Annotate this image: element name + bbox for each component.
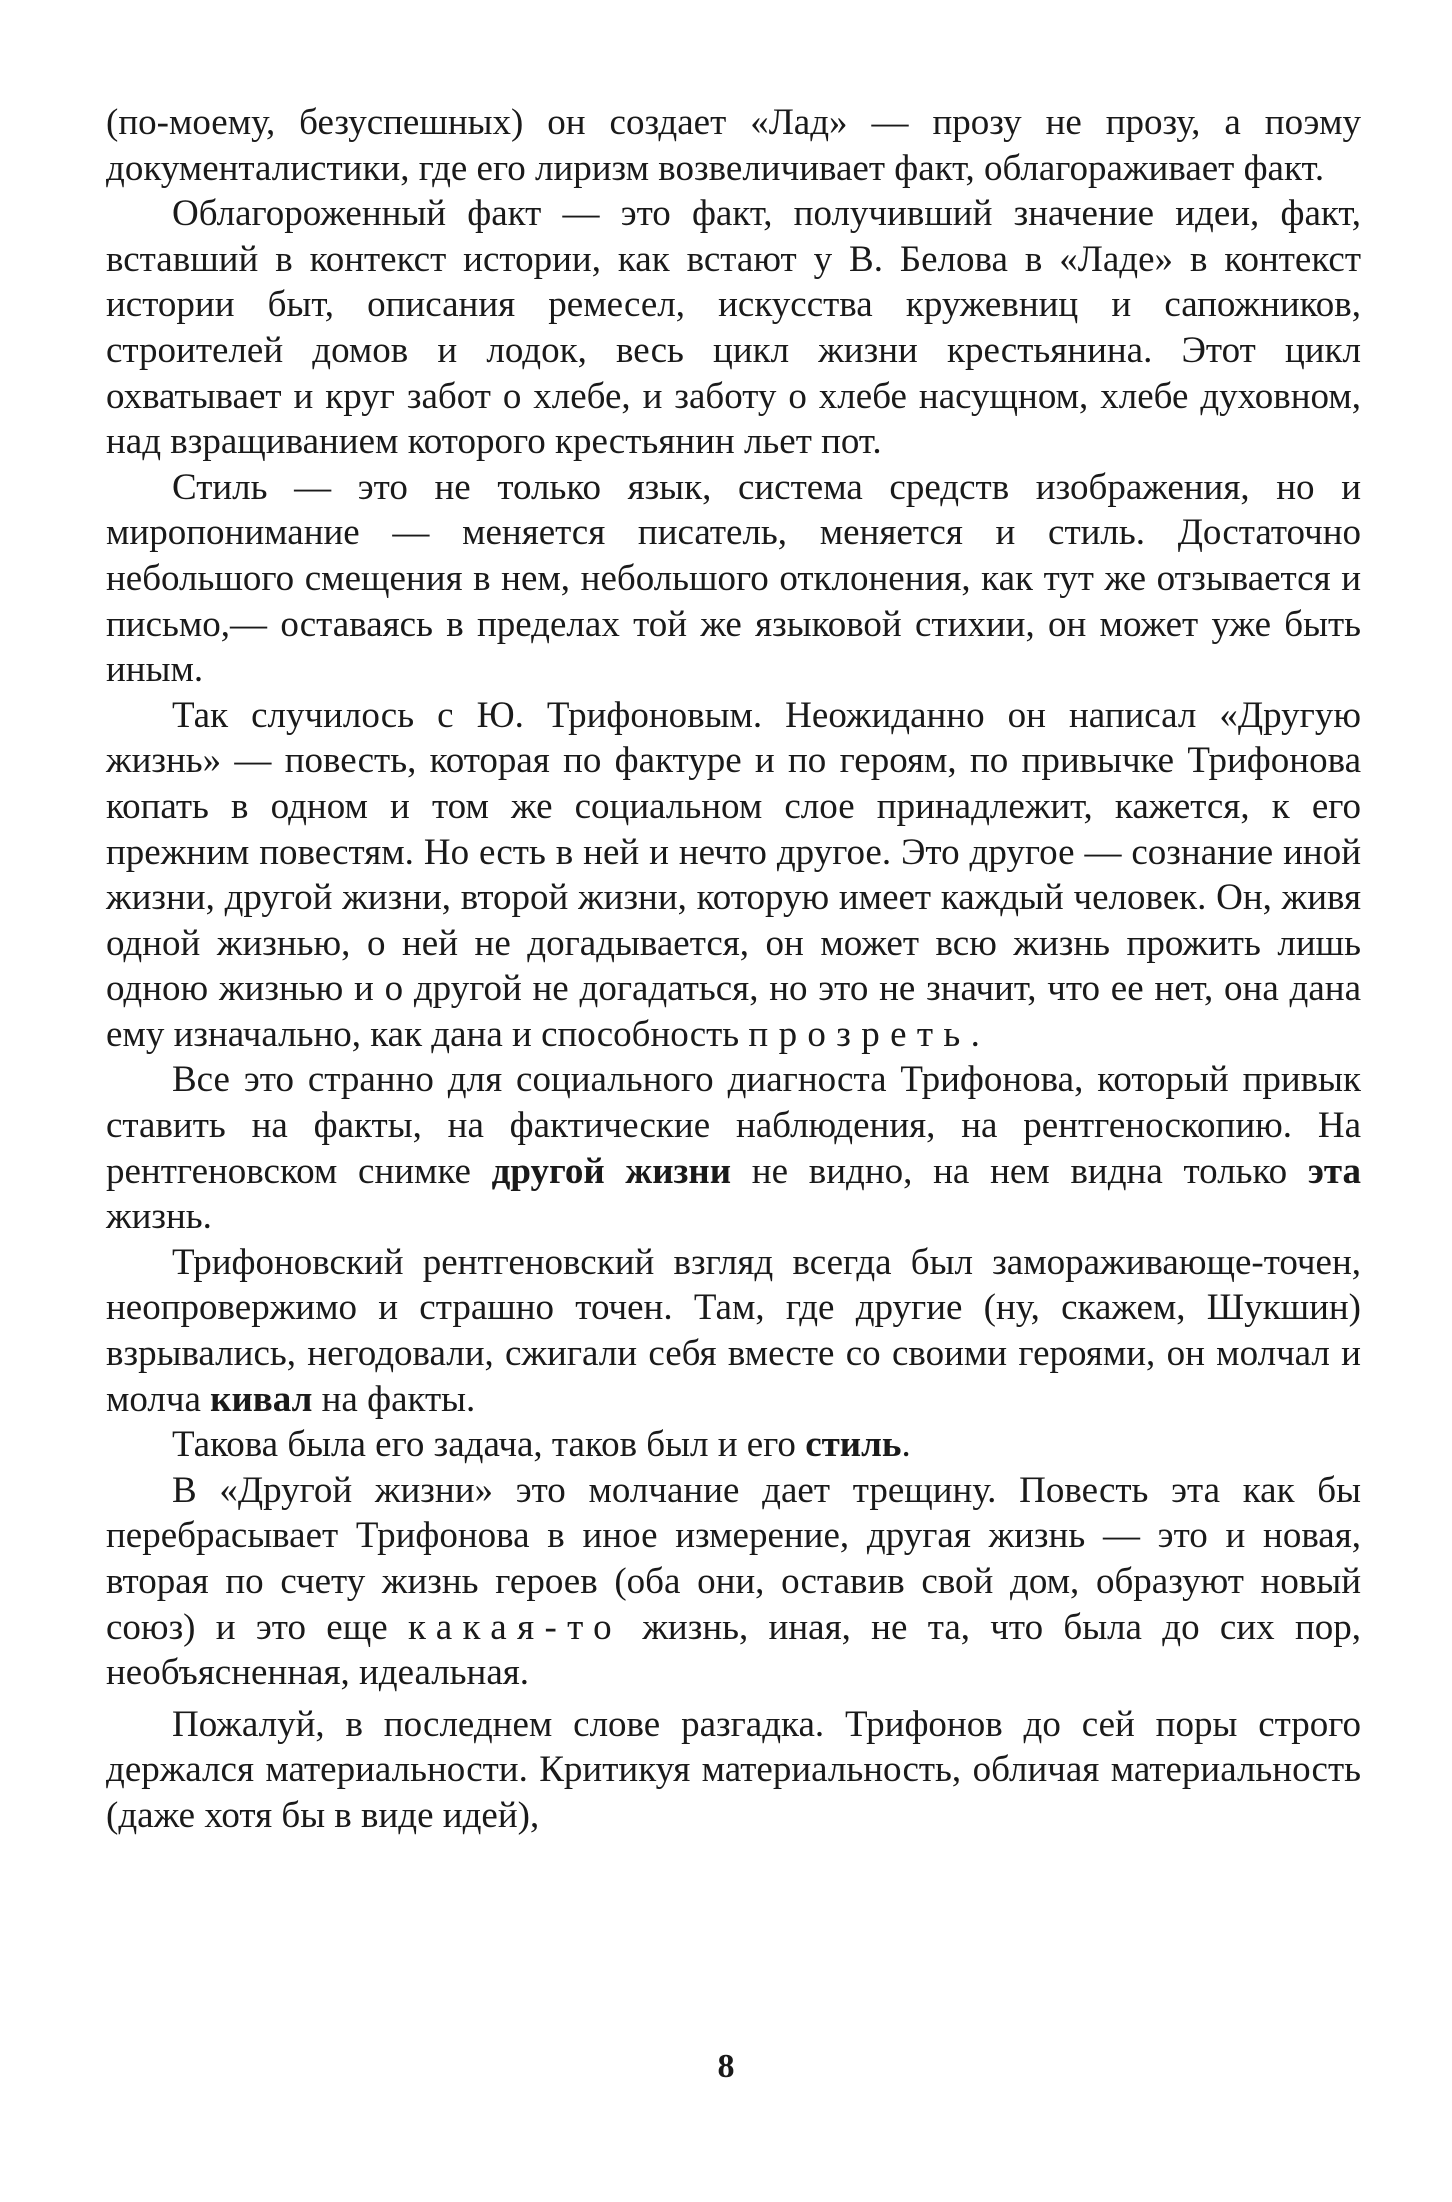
bold-text: другой жизни: [491, 1150, 732, 1192]
text-run: .: [970, 1013, 980, 1055]
paragraph: [106, 191, 1361, 465]
paragraph: [106, 693, 1361, 1058]
text-run: не видно, на нем видна только: [731, 1150, 1308, 1192]
bold-text: кивал: [210, 1378, 313, 1420]
paragraph: [106, 100, 1361, 191]
paragraph: [106, 1240, 1361, 1422]
body-text: [106, 100, 1361, 1839]
paragraph: [106, 1422, 1361, 1468]
bold-text: эта: [1307, 1150, 1361, 1192]
text-run: В «Другой жизни» это молчание дает трещину. Повесть эта как бы перебрасывает Трифонова в иное измерение, другая жизнь — это и новая, вторая по счету жизнь героев (оба они, оставив свой дом, образуют новый союз) и это еще: [106, 1469, 1361, 1648]
text-run: (по-моему, безуспешных) он создает «Лад» — прозу не прозу, а поэму документалистики, где его лиризм возвеличивает факт, облагораживает факт.: [106, 102, 1361, 189]
text-run: жизнь, иная, не та, что была до сих пор, необъясненная, идеальная.: [106, 1606, 1361, 1694]
paragraph: [106, 465, 1361, 693]
spaced-text: какая-то: [407, 1606, 623, 1648]
text-run: Трифоновский рентгеновский взгляд всегда был замораживающе-точен, неопровержимо и страшно точен. Там, где другие (ну, скажем, Шукшин) взрывались, негодовали, сжигали себя вместе со своими героями, он молчал и молча: [106, 1241, 1361, 1420]
paragraph: [106, 1702, 1361, 1839]
page-number: 8: [717, 2048, 735, 2085]
text-run: Так случилось с Ю. Трифоновым. Неожиданно он написал «Другую жизнь» — повесть, которая по фактуре и по героям, по привычке Трифонова копать в одном и том же социальном слое принадлежит, кажется, к его прежним повестям. Но есть в ней и нечто другое. Это другое — сознание иной жизни, другой жизни, второй жизни, которую имеет каждый человек. Он, живя одной жизнью, о ней не догадывается, он может всю жизнь прожить лишь одною жизнью и о другой не догадаться, но это не значит, что ее нет, она дана ему изначально, как дана и способность: [106, 694, 1361, 1055]
spaced-text: прозреть: [748, 1013, 971, 1055]
text-run: .: [901, 1424, 911, 1466]
bold-text: стиль: [805, 1424, 902, 1466]
paragraph: [106, 1468, 1361, 1696]
text-run: Все это странно для социального диагноста Трифонова, который привык ставить на факты, на фактические наблюдения, на рентгеноскопию. На рентгеновском снимке: [106, 1059, 1361, 1192]
text-run: на факты.: [312, 1378, 476, 1420]
text-run: Облагороженный факт — это факт, получивший значение идеи, факт, вставший в контекст истории, как встают у В. Белова в «Ладе» в контекст истории быт, описания ремесел, искусства кружевниц и сапожников, строителей домов и лодок, весь цикл жизни крестьянина. Этот цикл охватывает и круг забот о хлебе, и заботу о хлебе насущном, хлебе духовном, над взращиванием которого крестьянин льет пот.: [106, 193, 1361, 463]
text-run: Стиль — это не только язык, система средств изображения, но и миропонимание — меняется писатель, меняется и стиль. Достаточно небольшого смещения в нем, небольшого отклонения, как тут же отзывается и письмо,— оставаясь в пределах той же языковой стихии, он может уже быть иным.: [106, 466, 1361, 691]
text-run: Пожалуй, в последнем слове разгадка. Трифонов до сей поры строго держался материальности. Критикуя материальность, обличая материальность (даже хотя бы в виде идей),: [106, 1703, 1361, 1836]
paragraph: [106, 1057, 1361, 1239]
text-run: жизнь.: [106, 1196, 212, 1238]
text-run: Такова была его задача, таков был и его: [172, 1424, 806, 1466]
